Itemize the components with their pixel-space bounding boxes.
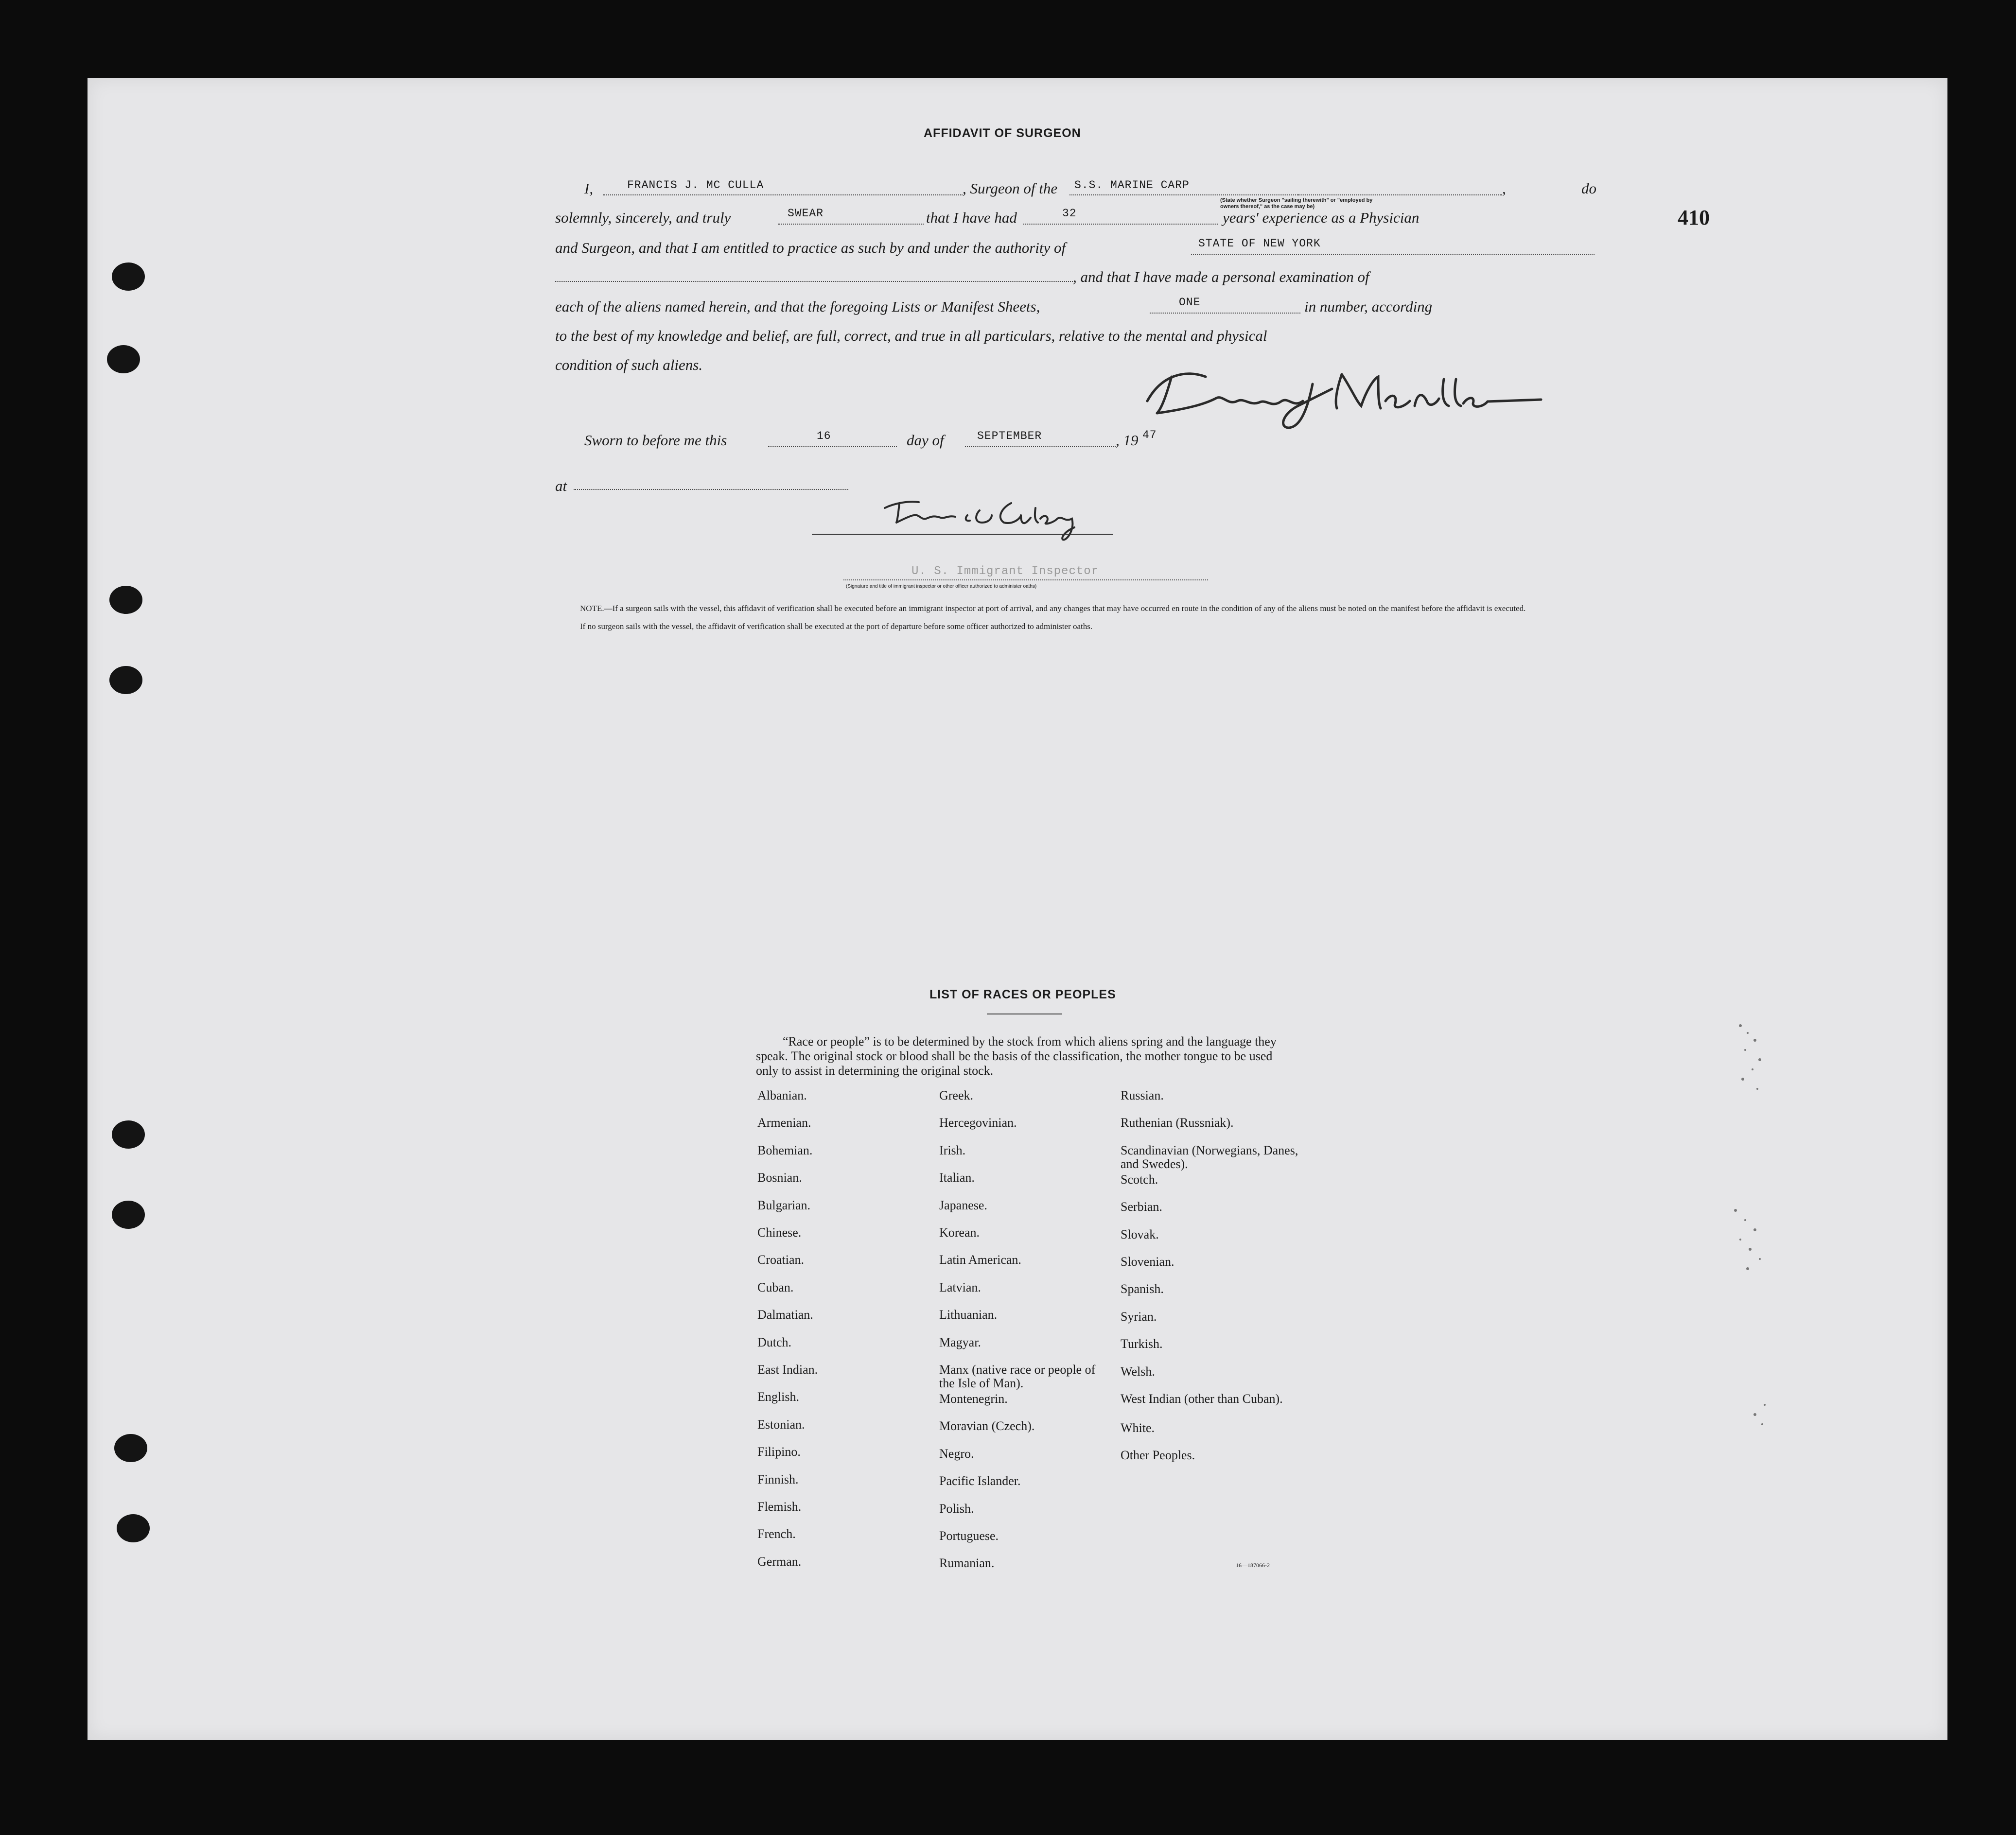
affidavit-text-surgeon-of: , Surgeon of the [963, 180, 1058, 197]
sworn-year-prefix: , 19 [1116, 432, 1139, 449]
race-item: Portuguese. [939, 1529, 999, 1543]
race-item: Chinese. [757, 1225, 802, 1240]
race-item: Bulgarian. [757, 1198, 811, 1212]
punch-hole [107, 345, 140, 373]
race-item: Dalmatian. [757, 1308, 813, 1322]
sheets-line [1150, 313, 1300, 314]
sheets-count: ONE [1179, 296, 1201, 309]
race-item: Bohemian. [757, 1143, 813, 1157]
affidavit-title: AFFIDAVIT OF SURGEON [924, 126, 1081, 140]
race-item: Moravian (Czech). [939, 1419, 1035, 1433]
race-item: Scandinavian (Norwegians, Danes, and Swedes). [1121, 1143, 1298, 1171]
punch-hole [117, 1514, 150, 1542]
affidavit-text-do: do [1581, 180, 1596, 197]
years-value: 32 [1062, 207, 1077, 220]
surgeon-signature [1133, 355, 1560, 433]
years-line [1023, 224, 1218, 225]
race-item: Irish. [939, 1143, 966, 1157]
affidavit-text-examination: , and that I have made a personal examination of [1073, 268, 1369, 285]
scan-speckle [1726, 1016, 1784, 1453]
affidavit-text-i: I, [584, 180, 594, 197]
note-no-surgeon: If no surgeon sails with the vessel, the affidavit of verification shall be executed at the port of departure before some officer authorized to administer oaths. [580, 622, 1093, 631]
affidavit-text-solemnly: solemnly, sincerely, and truly [555, 209, 731, 226]
race-item: Croatian. [757, 1253, 805, 1267]
signature-caption: (Signature and title of immigrant inspector or other officer authorized to administer oaths) [846, 584, 1037, 589]
race-item: Polish. [939, 1501, 974, 1516]
affidavit-text-in-number: in number, according [1304, 298, 1433, 315]
race-item: French. [757, 1527, 796, 1541]
punch-hole [112, 1201, 145, 1229]
note-surgeon-sails: NOTE.—If a surgeon sails with the vessel, this affidavit of verification shall be executed before an immigrant inspector at port of arrival, and any changes that may have occurred en route in the condition of any of the aliens must be noted on the manifest before the affidavit is executed. [580, 604, 1526, 613]
race-item: Syrian. [1121, 1309, 1157, 1324]
sworn-year-suffix: 47 [1142, 429, 1157, 441]
race-item: Serbian. [1121, 1200, 1162, 1214]
races-intro: “Race or people” is to be determined by the stock from which aliens spring and the language they speak. The original stock or blood shall be the basis of the classification, the mother tongue to be used only to assist in determining the original stock. [756, 1034, 1277, 1078]
race-item: Rumanian. [939, 1556, 995, 1571]
race-item: West Indian (other than Cuban). [1121, 1392, 1283, 1406]
race-item: Armenian. [757, 1116, 811, 1130]
race-item: English. [757, 1390, 799, 1404]
authority-line [1191, 254, 1595, 255]
inspector-title: U. S. Immigrant Inspector [912, 565, 1099, 578]
affidavit-text-at: at [555, 477, 567, 494]
race-item: Turkish. [1121, 1337, 1163, 1351]
punch-hole [112, 262, 145, 291]
punch-hole [109, 666, 142, 694]
race-item: Slovak. [1121, 1227, 1159, 1241]
race-item: Cuban. [757, 1280, 794, 1294]
race-item: Ruthenian (Russniak). [1121, 1116, 1234, 1130]
affidavit-text-sworn: Sworn to before me this [584, 432, 727, 449]
affidavit-text-years-exp: years' experience as a Physician [1223, 209, 1420, 226]
race-item: Montenegrin. [939, 1392, 1008, 1406]
race-item: Spanish. [1121, 1282, 1164, 1296]
affidavit-text-authority: and Surgeon, and that I am entitled to practice as such by and under the authority of [555, 239, 1066, 256]
affidavit-text-condition: condition of such aliens. [555, 356, 703, 373]
sworn-day: 16 [817, 430, 831, 442]
sworn-month: SEPTEMBER [977, 430, 1042, 442]
month-line [965, 446, 1116, 447]
surgeon-name-line [603, 194, 963, 195]
race-item: Greek. [939, 1088, 974, 1102]
race-item: Albanian. [757, 1088, 807, 1102]
race-item: Slovenian. [1121, 1255, 1175, 1269]
race-item: Estonian. [757, 1417, 805, 1432]
state-whether-caption: (State whether Surgeon "sailing therewith" or "employed by owners thereof," as the case may be) [1220, 197, 1373, 210]
oath-word: SWEAR [788, 207, 824, 220]
punch-hole [112, 1120, 145, 1149]
race-item: German. [757, 1554, 802, 1569]
inspector-signature-line [812, 534, 1113, 535]
race-item: Hercegovinian. [939, 1116, 1017, 1130]
affidavit-text-have-had: that I have had [926, 209, 1017, 226]
race-item: Manx (native race or people of the Isle of Man). [939, 1363, 1096, 1390]
race-item: Pacific Islander. [939, 1474, 1021, 1488]
race-item: Welsh. [1121, 1364, 1155, 1379]
race-item: Filipino. [757, 1445, 801, 1459]
authority-value: STATE OF NEW YORK [1198, 237, 1321, 250]
race-item: Italian. [939, 1171, 975, 1185]
race-item: White. [1121, 1421, 1155, 1435]
inspector-title-line [843, 579, 1208, 580]
race-item: Finnish. [757, 1472, 799, 1486]
vessel-line [1069, 194, 1298, 195]
affidavit-text-day-of: day of [907, 432, 944, 449]
affidavit-text-best: to the best of my knowledge and belief, are full, correct, and true in all particulars, relative to the mental and physical [555, 327, 1267, 344]
race-item: Flemish. [757, 1500, 802, 1514]
form-number: 16—187066-2 [1236, 1562, 1270, 1569]
race-item: Latvian. [939, 1280, 981, 1294]
race-item: Scotch. [1121, 1172, 1158, 1187]
race-item: Russian. [1121, 1088, 1164, 1102]
race-item: Lithuanian. [939, 1308, 998, 1322]
race-item: Magyar. [939, 1335, 981, 1349]
authority-line-2 [555, 281, 1073, 282]
place-line [574, 489, 848, 490]
document-page [88, 78, 1947, 1740]
races-title: LIST OF RACES OR PEOPLES [929, 988, 1116, 1001]
race-item: Dutch. [757, 1335, 792, 1349]
race-item: East Indian. [757, 1363, 818, 1377]
race-item: Bosnian. [757, 1171, 802, 1185]
oath-line [778, 224, 924, 225]
race-item: Korean. [939, 1225, 980, 1240]
punch-hole [109, 586, 142, 614]
race-item: Other Peoples. [1121, 1448, 1195, 1463]
race-item: Latin American. [939, 1253, 1021, 1267]
affidavit-text-each: each of the aliens named herein, and that the foregoing Lists or Manifest Sheets, [555, 298, 1040, 315]
affidavit-comma: , [1502, 180, 1506, 197]
punch-hole [114, 1434, 147, 1462]
race-item: Negro. [939, 1446, 974, 1461]
race-item: Japanese. [939, 1198, 987, 1212]
vessel-line-extension [1298, 194, 1502, 195]
vessel-name: S.S. MARINE CARP [1074, 179, 1190, 192]
surgeon-name: FRANCIS J. MC CULLA [627, 179, 764, 192]
page-number: 410 [1678, 206, 1710, 229]
day-line [768, 446, 897, 447]
